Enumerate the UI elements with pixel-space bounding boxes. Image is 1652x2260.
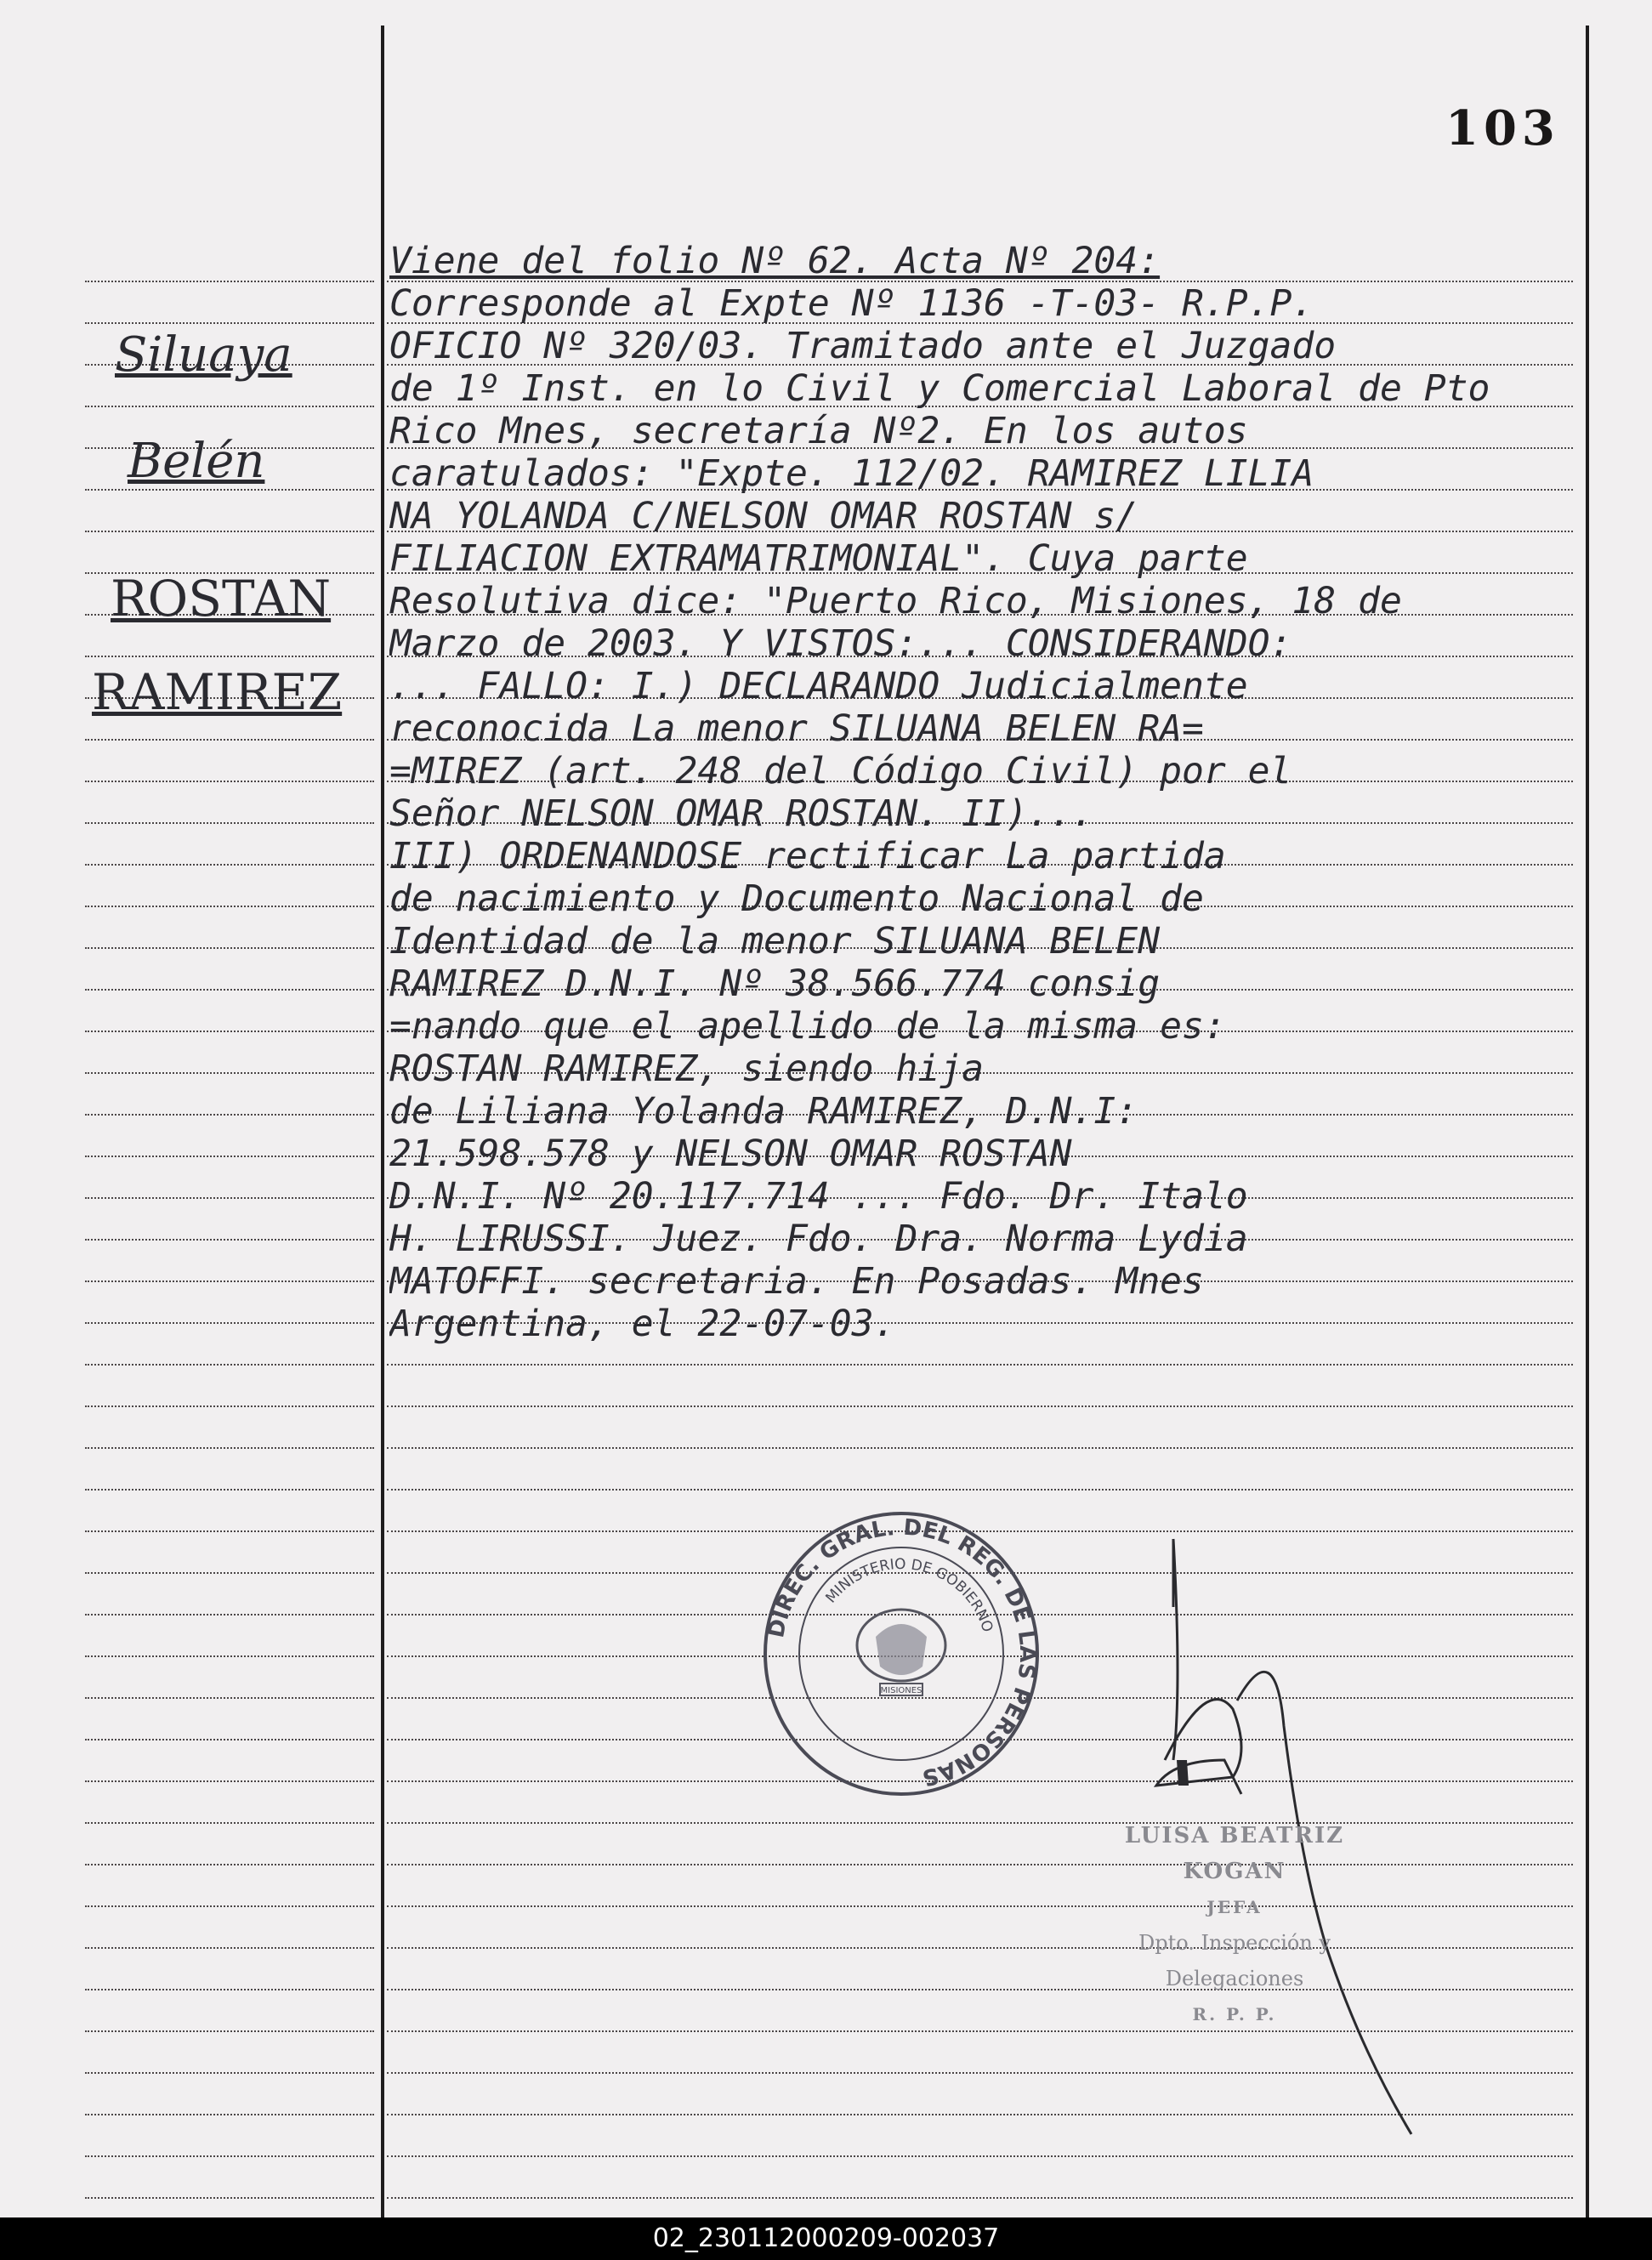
- seal-name: LUISA BEATRIZ KOGAN: [1124, 1823, 1345, 1884]
- right-border-line: [1586, 26, 1589, 2217]
- ruled-line: [85, 2155, 374, 2157]
- stamp-center-text: MISIONES: [880, 1686, 923, 1695]
- ruled-line: [85, 822, 374, 824]
- ruled-line: [387, 1489, 1573, 1491]
- ruled-line: [85, 1280, 374, 1282]
- stamp-outer-text: DIREC. GRAL. DEL REG. DE LAS PERSONAS: [764, 1514, 1041, 1791]
- ruled-line: [85, 1447, 374, 1449]
- ruled-line: [85, 2072, 374, 2074]
- entry-text-line: de nacimiento y Documento Nacional de: [389, 877, 1204, 920]
- ruled-line: [85, 1697, 374, 1699]
- ruled-line: [85, 739, 374, 741]
- entry-text-line: MATOFFI. secretaria. En Posadas. Mnes: [389, 1260, 1204, 1303]
- entry-text-line: caratulados: "Expte. 112/02. RAMIREZ LILIA: [389, 452, 1314, 495]
- ruled-line: [387, 1364, 1573, 1366]
- ruled-line: [85, 1989, 374, 1990]
- ruled-line: [85, 281, 374, 282]
- ruled-line: [85, 989, 374, 991]
- ruled-line: [85, 1405, 374, 1407]
- ruled-line: [85, 406, 374, 407]
- ruled-line: [85, 2030, 374, 2032]
- ruled-line: [85, 1947, 374, 1949]
- margin-given-name-1: Siluaya: [115, 327, 292, 383]
- seal-department: Dpto. Inspección y Delegaciones: [1138, 1931, 1331, 1990]
- ruled-line: [85, 1114, 374, 1116]
- svg-text:MINISTERIO DE GOBIERNO: [822, 1556, 996, 1634]
- entry-text-line: de Liliana Yolanda RAMIREZ, D.N.I:: [389, 1090, 1138, 1133]
- ruled-line: [85, 947, 374, 949]
- entry-text-line: RAMIREZ D.N.I. Nº 38.566.774 consig: [389, 962, 1161, 1005]
- ruled-line: [387, 2197, 1573, 2199]
- margin-given-name-2: Belén: [128, 434, 265, 489]
- ruled-line: [85, 781, 374, 782]
- ruled-line: [85, 1197, 374, 1199]
- ruled-line: [85, 1031, 374, 1032]
- ruled-line: [85, 1905, 374, 1907]
- entry-text-line: OFICIO Nº 320/03. Tramitado ante el Juzgado: [389, 325, 1337, 367]
- ruled-line: [85, 1739, 374, 1740]
- ruled-line: [85, 1489, 374, 1491]
- ruled-line: [85, 1364, 374, 1366]
- ruled-line: [85, 531, 374, 532]
- seal-role: JEFA: [1206, 1897, 1263, 1917]
- coat-of-arms-icon: [857, 1610, 945, 1695]
- margin-divider-line: [381, 26, 384, 2217]
- entry-text-line: Señor NELSON OMAR ROSTAN. II)...: [389, 792, 1094, 835]
- entry-text-line: =nando que el apellido de la misma es:: [389, 1005, 1226, 1048]
- ruled-line: [85, 1614, 374, 1616]
- entry-text-line: =MIREZ (art. 248 del Código Civil) por el: [389, 750, 1292, 792]
- ruled-line: [85, 1572, 374, 1574]
- entry-text-line: Rico Mnes, secretaría Nº2. En los autos: [389, 410, 1248, 452]
- official-seal: [1073, 1818, 1396, 2032]
- entry-text-line: Argentina, el 22-07-03.: [389, 1303, 896, 1345]
- folio-number: 103: [1445, 100, 1560, 156]
- entry-heading-line: Viene del folio Nº 62. Acta Nº 204:: [389, 240, 1161, 282]
- entry-text-line: de 1º Inst. en lo Civil y Comercial Laboral de Pto: [389, 367, 1490, 410]
- entry-text-line: FILIACION EXTRAMATRIMONIAL". Cuya parte: [389, 537, 1248, 580]
- registry-stamp: [757, 1509, 1046, 1798]
- ruled-line: [387, 1405, 1573, 1407]
- ruled-line: [85, 2197, 374, 2199]
- ruled-line: [85, 1864, 374, 1865]
- ruled-line: [387, 1447, 1573, 1449]
- ruled-line: [85, 864, 374, 866]
- ruled-line: [85, 1780, 374, 1782]
- ruled-line: [85, 1322, 374, 1324]
- ruled-line: [85, 2114, 374, 2115]
- entry-text-line: 21.598.578 y NELSON OMAR ROSTAN: [389, 1133, 1072, 1175]
- ruled-line: [85, 1156, 374, 1157]
- entry-text-line: ... FALLO: I.) DECLARANDO Judicialmente: [389, 665, 1248, 707]
- ruled-line: [85, 1072, 374, 1074]
- ruled-line: [85, 656, 374, 657]
- ruled-line: [85, 1822, 374, 1824]
- entry-text-line: H. LIRUSSI. Juez. Fdo. Dra. Norma Lydia: [389, 1218, 1248, 1260]
- margin-surname-2: RAMIREZ: [92, 663, 343, 721]
- entry-text-line: Identidad de la menor SILUANA BELEN: [389, 920, 1161, 962]
- ruled-line: [387, 2155, 1573, 2157]
- entry-text-line: III) ORDENANDOSE rectificar La partida: [389, 835, 1226, 877]
- entry-text-line: Corresponde al Expte Nº 1136 -T-03- R.P.P.: [389, 282, 1314, 325]
- ruled-line: [85, 489, 374, 491]
- ruled-line: [85, 906, 374, 907]
- stamp-inner-text: MINISTERIO DE GOBIERNO: [822, 1555, 996, 1635]
- ruled-line: [85, 1239, 374, 1241]
- ruled-line: [85, 1530, 374, 1532]
- ruled-line: [85, 322, 374, 324]
- entry-text-line: ROSTAN RAMIREZ, siendo hija: [389, 1048, 984, 1090]
- entry-text-line: Marzo de 2003. Y VISTOS:... CONSIDERANDO:: [389, 622, 1292, 665]
- entry-text-line: Resolutiva dice: "Puerto Rico, Misiones, 18 de: [389, 580, 1402, 622]
- image-id-footer: 02_230112000209-002037: [0, 2217, 1652, 2260]
- entry-text-line: D.N.I. Nº 20.117.714 ... Fdo. Dr. Italo: [389, 1175, 1248, 1218]
- entry-text-line: reconocida La menor SILUANA BELEN RA=: [389, 707, 1204, 750]
- entry-text-line: NA YOLANDA C/NELSON OMAR ROSTAN s/: [389, 495, 1138, 537]
- ruled-line: [85, 1655, 374, 1657]
- seal-office: R. P. P.: [1192, 2004, 1277, 2024]
- margin-surname-1: ROSTAN: [111, 570, 332, 627]
